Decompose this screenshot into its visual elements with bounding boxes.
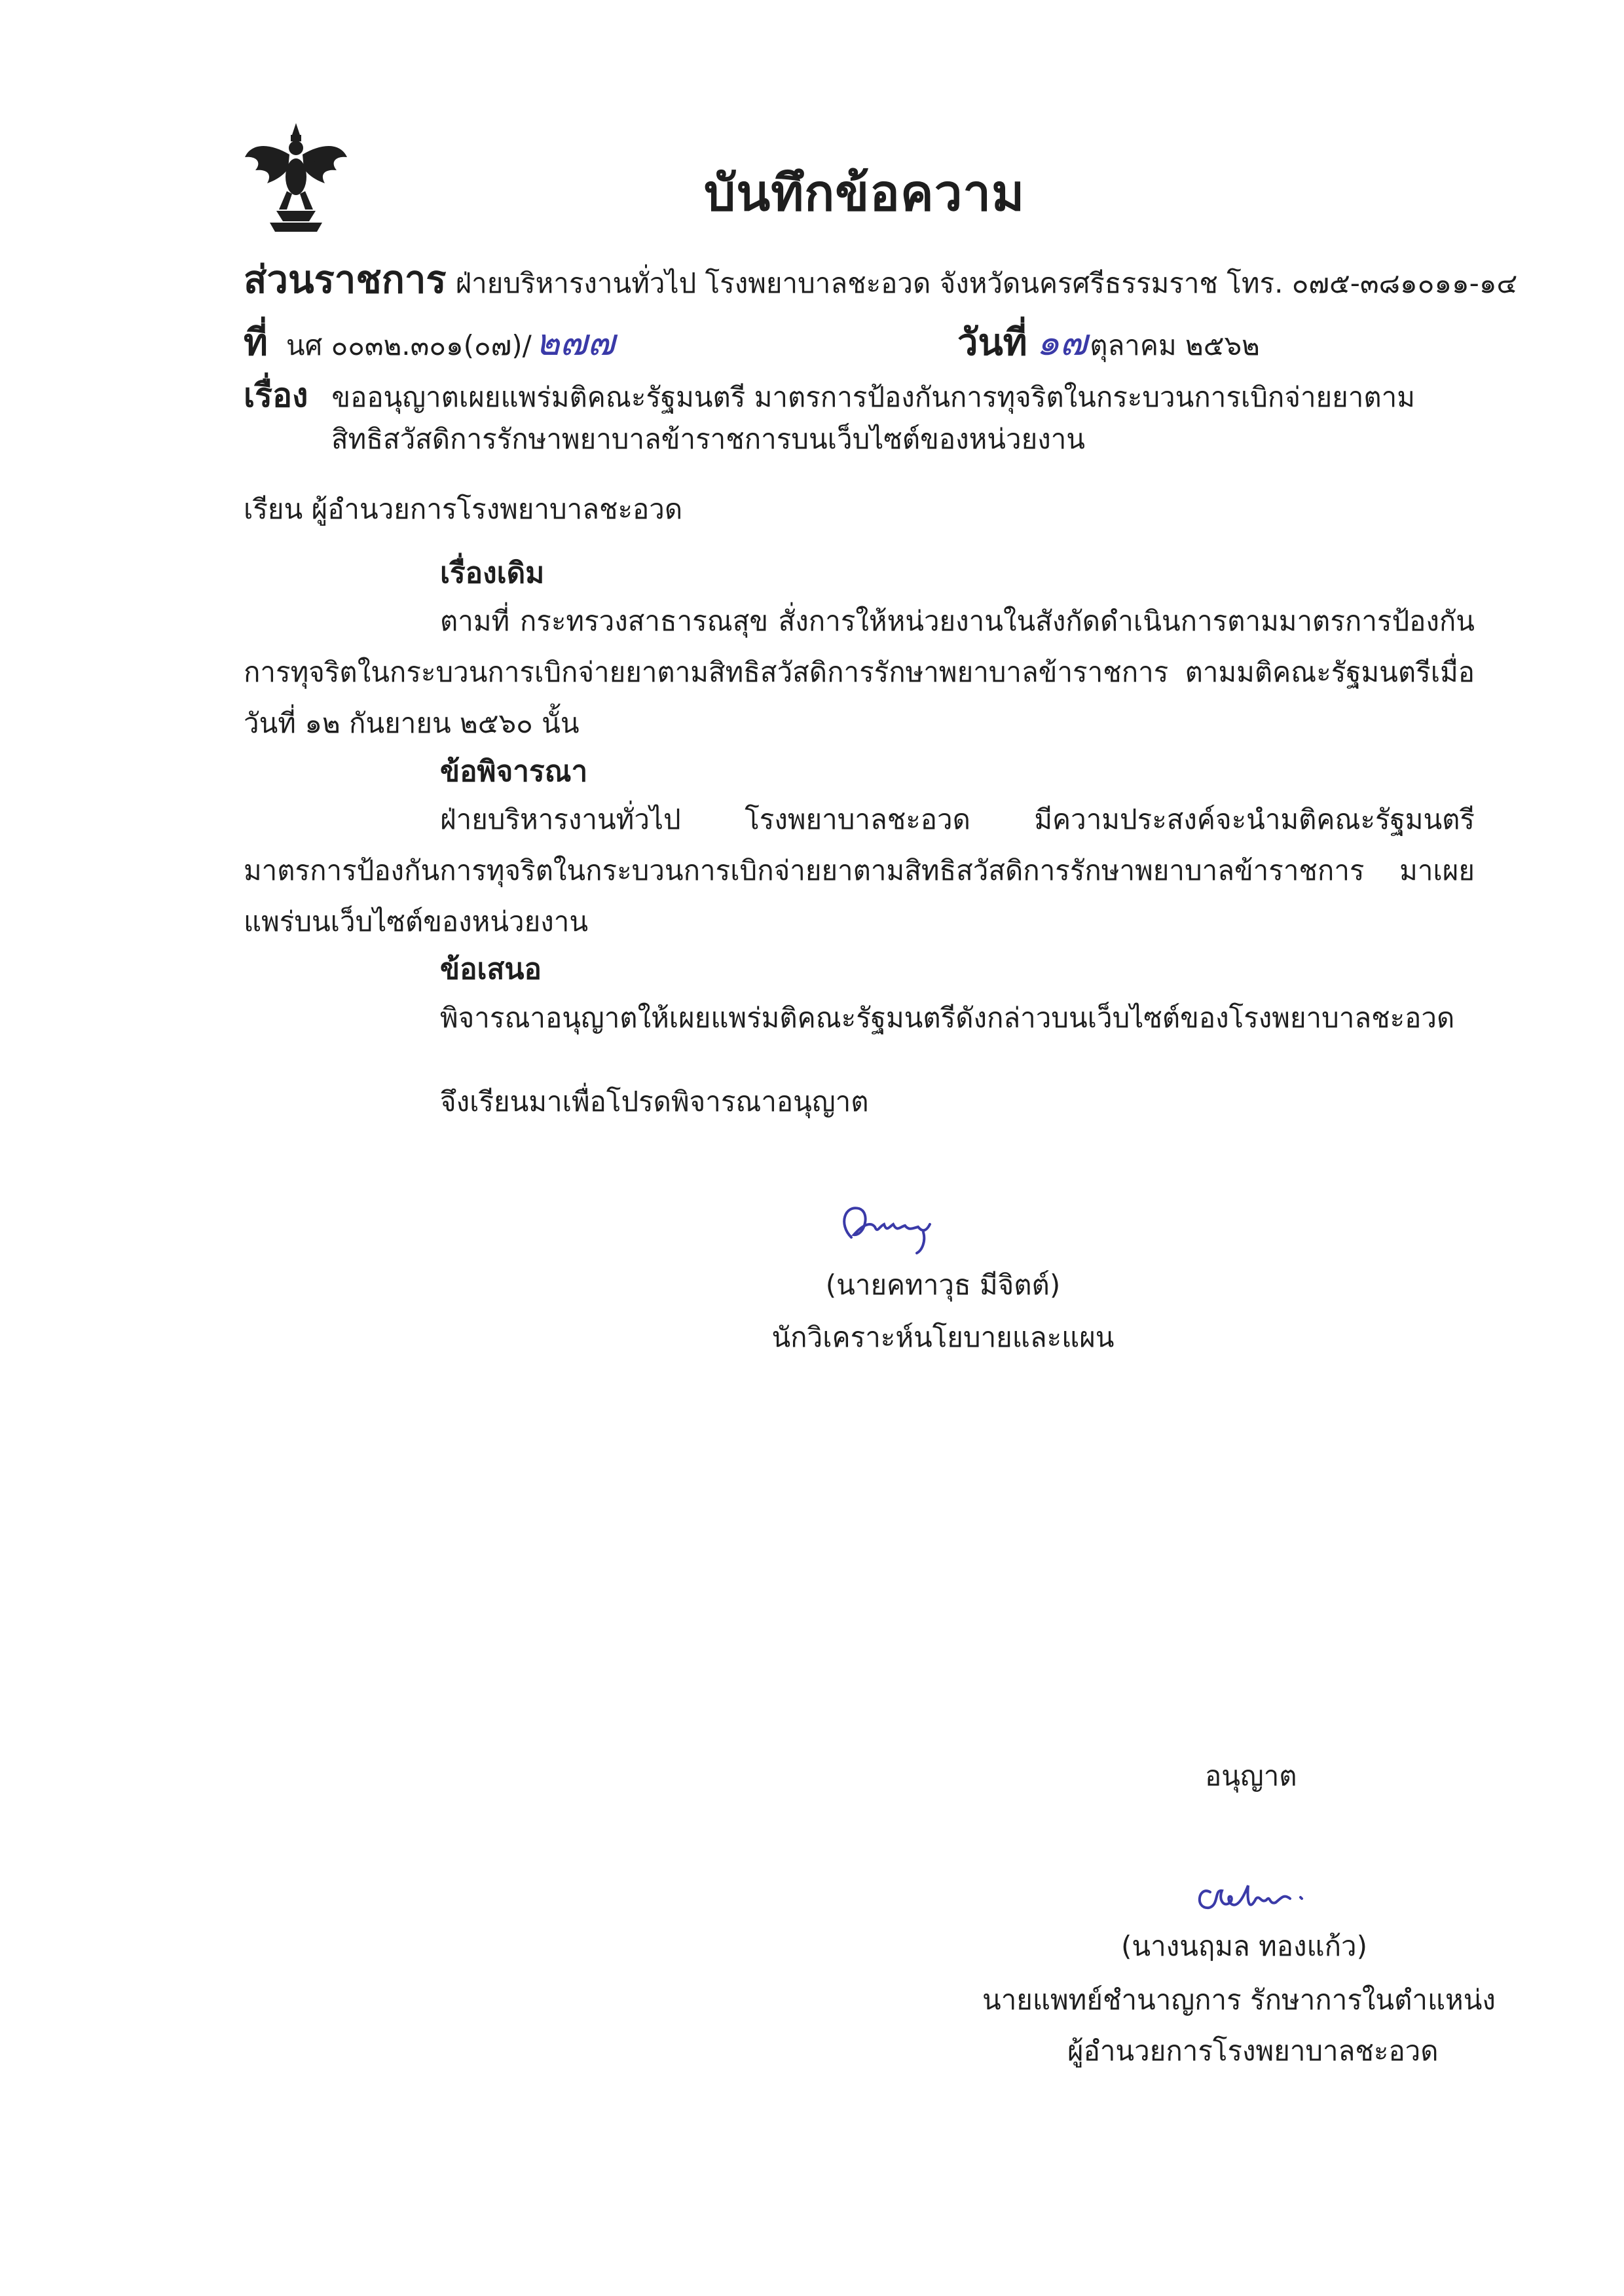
department-row [244,249,1517,310]
date-label: วันที่ [957,321,1027,364]
consideration-heading: ข้อพิจารณา [440,755,588,788]
signer-1-position: นักวิเคราะห์นโยบายและแผน [771,1321,1115,1353]
doc-number-value: นศ ๐๐๓๒.๓๐๑(๐๗)/ [286,329,532,361]
doc-number-handwritten: ๒๗๗ [535,321,615,364]
background-paragraph: ตามที่ กระทรวงสาธารณสุข สั่งการให้หน่วยงานในสังกัดดำเนินการตามมาตรการป้องกันการทุจริตในกระบวนการเบิกจ่ายยาตามสิทธิสวัสดิการรักษาพยาบาลข้าราชการ ตามมติคณะรัฐมนตรีเมื่อวันที่ ๑๒ กันยายน ๒๕๖๐ นั้น [244,605,1475,739]
approver-position-line-1: นายแพทย์ชำนาญการ รักษาการในตำแหน่ง [982,1984,1496,2016]
proposal-text: พิจารณาอนุญาตให้เผยแพร่มติคณะรัฐมนตรีดังกล่าวบนเว็บไซต์ของโรงพยาบาลชะอวด [440,1002,1455,1034]
department-label: ส่วนราชการ [244,257,447,302]
approver-position-line-2: ผู้อำนวยการโรงพยาบาลชะอวด [1067,2035,1439,2067]
signature-2 [1185,1866,1316,1925]
doc-number-row [244,313,615,371]
subject-line-2: สิทธิสวัสดิการรักษาพยาบาลข้าราชการบนเว็บไซต์ของหน่วยงาน [331,423,1086,455]
date-month-year: ตุลาคม ๒๕๖๒ [1090,329,1260,361]
proposal-heading: ข้อเสนอ [440,953,542,986]
subject-line-1: ขออนุญาตเผยแพร่มติคณะรัฐมนตรี มาตรการป้องกันการทุจริตในกระบวนการเบิกจ่ายยาตาม [331,381,1415,413]
subject-row [244,370,1415,422]
garuda-emblem-icon [244,123,348,234]
approval-note: อนุญาต [1205,1760,1297,1792]
signer-1-name: (นายคทาวุธ มีจิตต์) [825,1269,1061,1301]
doc-number-label: ที่ [244,321,268,364]
salutation: เรียน ผู้อำนวยการโรงพยาบาลชะอวด [244,493,683,525]
date-day-handwritten: ๑๗ [1036,321,1088,364]
department-value: ฝ่ายบริหารงานทั่วไป โรงพยาบาลชะอวด จังหวัดนครศรีธรรมราช โทร. ๐๗๕-๓๘๑๐๑๑-๑๔ [455,267,1518,299]
consideration-paragraph: ฝ่ายบริหารงานทั่วไป โรงพยาบาลชะอวด มีความประสงค์จะนำมติคณะรัฐมนตรี มาตรการป้องกันการทุจริตในกระบวนการเบิกจ่ายยาตามสิทธิสวัสดิการรักษาพยาบาลข้าราชการ มาเผยแพร่บนเว็บไซต์ของหน่วยงาน [244,803,1475,938]
signature-1 [832,1198,956,1257]
date-row [957,313,1260,371]
approver-name: (นางนฤมล ทองแก้ว) [1121,1930,1367,1962]
memo-title: บันทึกข้อความ [704,164,1025,222]
background-heading: เรื่องเดิม [440,556,545,590]
closing-line: จึงเรียนมาเพื่อโปรดพิจารณาอนุญาต [440,1085,869,1118]
subject-label: เรื่อง [244,376,308,414]
